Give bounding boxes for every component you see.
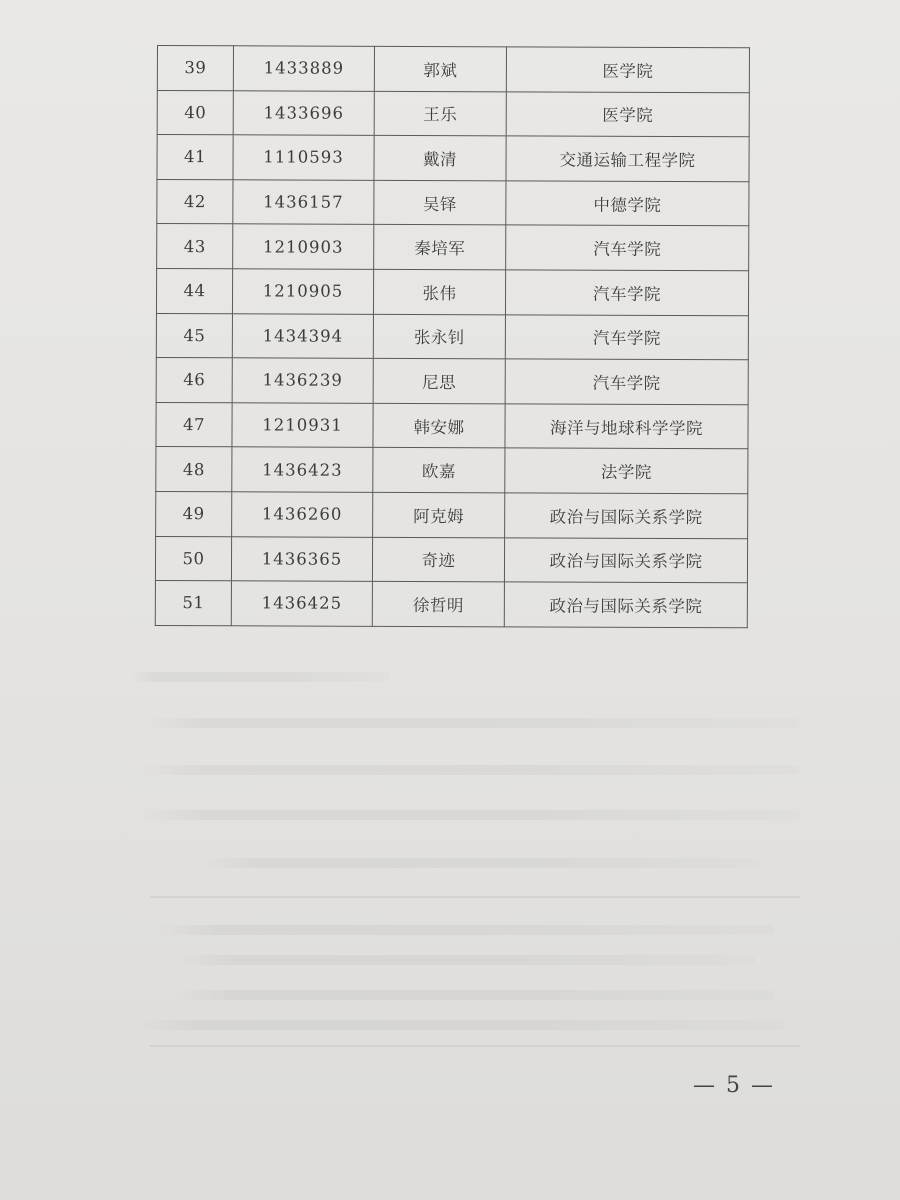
bleed-through-mark: [140, 718, 800, 728]
table-row: [157, 90, 749, 137]
college-cell: 汽车学院: [505, 314, 748, 360]
student-name-cell: 奇迹: [372, 537, 504, 582]
student-name-cell: 戴清: [374, 136, 506, 181]
row-number-cell: 51: [155, 581, 231, 626]
table-row: [156, 358, 748, 405]
student-id-cell: 1210931: [232, 403, 373, 448]
page-number: — 5 —: [693, 1073, 775, 1098]
student-name-cell: 吴铎: [374, 180, 506, 225]
bleed-through-mark: [175, 955, 755, 965]
student-id-cell: 1436239: [232, 358, 373, 403]
student-id-cell: 1436365: [231, 536, 372, 581]
student-id-cell: 1434394: [232, 313, 373, 358]
row-number-cell: 40: [157, 90, 233, 135]
table-row: [156, 491, 748, 538]
table-row: [157, 135, 749, 182]
table-row: [156, 268, 748, 315]
student-id-cell: 1433889: [233, 46, 374, 91]
student-name-cell: 郭斌: [374, 46, 506, 91]
table-row: [156, 313, 748, 360]
student-id-cell: 1210903: [233, 224, 374, 269]
table-row: [157, 46, 749, 93]
bleed-through-mark: [200, 858, 760, 868]
student-id-cell: 1436423: [232, 447, 373, 492]
roster-table: [155, 45, 750, 628]
bleed-through-mark: [130, 672, 390, 682]
row-number-cell: 45: [156, 313, 232, 358]
table-row: [156, 402, 748, 449]
student-name-cell: 秦培军: [374, 225, 506, 270]
row-number-cell: 46: [156, 358, 232, 403]
college-cell: 中德学院: [506, 181, 749, 227]
bleed-through-rule: [150, 896, 800, 898]
college-cell: 政治与国际关系学院: [504, 537, 747, 583]
student-name-cell: 张伟: [373, 269, 505, 314]
table-row: [157, 179, 749, 226]
bleed-through-mark: [175, 990, 775, 1000]
college-cell: 政治与国际关系学院: [504, 582, 747, 628]
student-id-cell: 1436260: [232, 492, 373, 537]
row-number-cell: 39: [157, 46, 233, 91]
college-cell: 交通运输工程学院: [506, 136, 749, 182]
student-id-cell: 1110593: [233, 135, 374, 180]
student-id-cell: 1210905: [232, 269, 373, 314]
row-number-cell: 42: [157, 179, 233, 224]
student-id-cell: 1436157: [233, 180, 374, 225]
student-name-cell: 欧嘉: [373, 448, 505, 493]
college-cell: 汽车学院: [506, 225, 749, 271]
table-row: [155, 581, 747, 628]
student-name-cell: 徐哲明: [372, 581, 504, 626]
row-number-cell: 43: [157, 224, 233, 269]
college-cell: 政治与国际关系学院: [505, 493, 748, 539]
college-cell: 海洋与地球科学学院: [505, 404, 748, 450]
student-id-cell: 1436425: [231, 581, 372, 626]
bleed-through-mark: [140, 810, 800, 820]
bleed-through-rule: [150, 1045, 800, 1047]
row-number-cell: 47: [156, 402, 232, 447]
row-number-cell: 48: [156, 447, 232, 492]
table-row: [157, 224, 749, 271]
table-row: [156, 447, 748, 494]
student-name-cell: 王乐: [374, 91, 506, 136]
bleed-through-mark: [155, 925, 775, 935]
bleed-through-mark: [140, 765, 800, 775]
college-cell: 汽车学院: [505, 359, 748, 405]
college-cell: 医学院: [506, 91, 749, 137]
row-number-cell: 49: [156, 491, 232, 536]
student-id-cell: 1433696: [233, 90, 374, 135]
row-number-cell: 44: [156, 268, 232, 313]
table-row: [155, 536, 747, 583]
college-cell: 医学院: [506, 47, 749, 93]
row-number-cell: 41: [157, 135, 233, 180]
student-name-cell: 尼思: [373, 358, 505, 403]
student-name-cell: 韩安娜: [373, 403, 505, 448]
bleed-through-mark: [135, 1020, 785, 1030]
student-name-cell: 张永钊: [373, 314, 505, 359]
student-name-cell: 阿克姆: [373, 492, 505, 537]
college-cell: 汽车学院: [505, 270, 748, 316]
row-number-cell: 50: [155, 536, 231, 581]
roster-table-body: [155, 46, 749, 628]
college-cell: 法学院: [505, 448, 748, 494]
